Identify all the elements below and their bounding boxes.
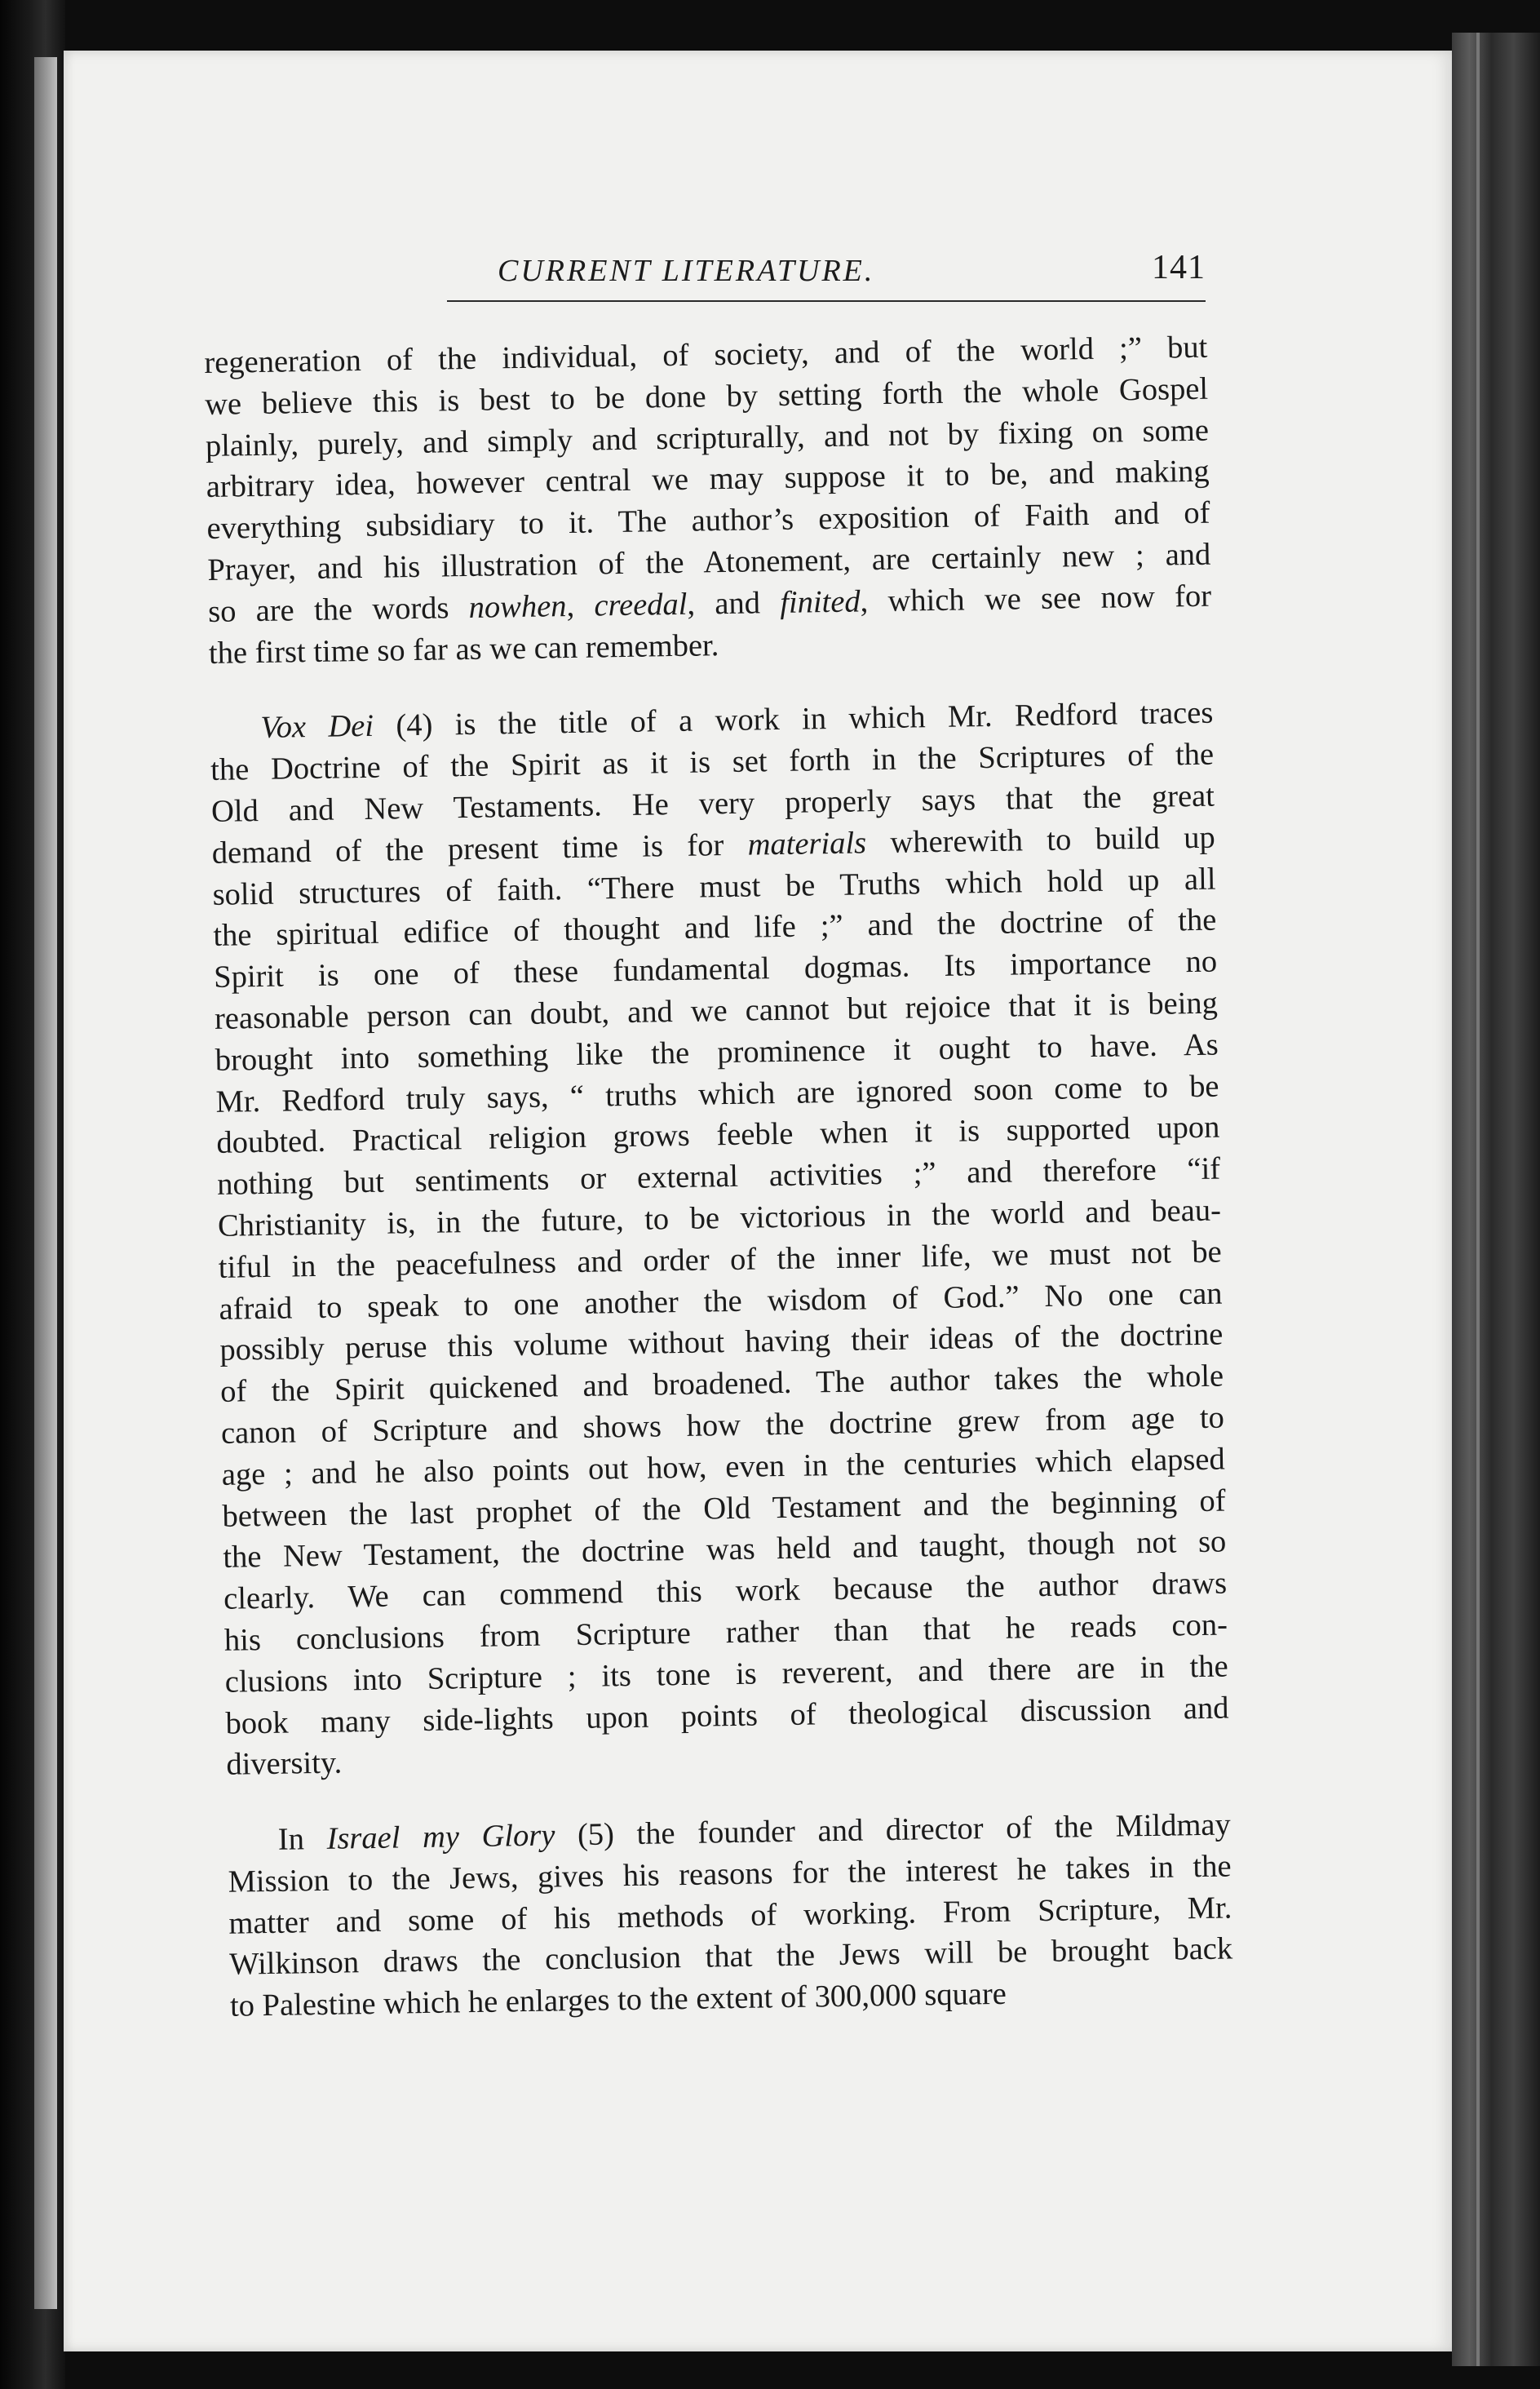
page-header — [447, 249, 1206, 307]
italic-title: materials — [747, 826, 867, 862]
text-segment: the first time so far as we can remember. — [208, 627, 719, 671]
text-segment: canon of Scripture and shows how the doctrine grew from age to — [220, 1400, 1225, 1451]
text-segment: , — [566, 588, 595, 623]
text-segment: the Doctrine of the Spirit as it is set forth in the Scriptures of the — [210, 737, 1215, 788]
text-segment: plainly, purely, and simply and scripturally, and not by fixing on some — [205, 413, 1210, 463]
text-segment: Spirit is one of these fundamental dogmas. Its importance no — [213, 944, 1218, 995]
text-segment: afraid to speak to one another the wisdom of God.” No one can — [219, 1276, 1223, 1327]
text-segment: Mr. Redford truly says, “ truths which are ignored soon come to be — [215, 1069, 1219, 1119]
text-segment: arbitrary idea, however central we may suppose it to be, and making — [206, 454, 1210, 505]
text-segment: to Palestine which he enlarges to the extent of 300,000 square — [229, 1977, 1007, 2024]
italic-title: Israel my Glory — [326, 1818, 555, 1856]
text-segment: clusions into Scripture ; its tone is reverent, and there are in the — [224, 1649, 1228, 1700]
italic-title: nowhen — [468, 588, 567, 625]
text-segment: age ; and he also points out how, even in the centuries which elapsed — [221, 1442, 1225, 1492]
text-segment: (5) the founder and director of the Mildmay — [555, 1807, 1232, 1853]
text-segment: Christianity is, in the future, to be victorious in the world and beau- — [217, 1193, 1222, 1243]
text-segment: brought into something like the prominence it ought to have. As — [215, 1027, 1219, 1078]
text-segment: solid structures of faith. “There must be Truths which hold up all — [212, 862, 1216, 912]
text-segment: tiful in the peacefulness and order of the inner life, we must not be — [218, 1234, 1222, 1285]
text-segment: Wilkinson draws the conclusion that the Jews will be brought back — [228, 1931, 1233, 1983]
text-segment: reasonable person can doubt, and we cannot but rejoice that it is being — [214, 986, 1219, 1036]
header-rule — [447, 300, 1206, 302]
running-head: CURRENT LITERATURE. — [498, 254, 875, 288]
text-segment: so are the words — [207, 590, 470, 629]
text-segment: demand of the present time is for — [211, 827, 748, 871]
text-segment: his conclusions from Scripture rather than that he reads con- — [223, 1607, 1228, 1658]
text-segment: everything subsidiary to it. The author’s exposition of Faith and of — [206, 495, 1210, 547]
text-segment: Prayer, and his illustration of the Atonement, are certainly new ; and — [207, 537, 1211, 587]
text-segment: clearly. We can commend this work because the author draws — [223, 1566, 1228, 1616]
text-segment: , which we see now for — [860, 578, 1212, 619]
text-segment: of the Spirit quickened and broadened. The author takes the whole — [219, 1358, 1224, 1409]
text-segment: regeneration of the individual, of society, and of the world ;” but — [204, 330, 1208, 380]
paragraph — [210, 693, 1230, 1786]
italic-title: Vox Dei — [260, 709, 374, 746]
text-segment: Mission to the Jews, gives his reasons for the interest he takes in the — [228, 1849, 1232, 1899]
paragraph — [227, 1805, 1233, 2028]
italic-title: finited — [779, 584, 861, 620]
page-number: 141 — [1152, 249, 1206, 286]
text-segment: Old and New Testaments. He very properly says that the great — [210, 778, 1215, 829]
text-segment: possibly peruse this volume without having their ideas of the doctrine — [219, 1317, 1224, 1368]
text-segment: In — [277, 1821, 327, 1857]
text-segment: doubted. Practical religion grows feeble when it is supported upon — [216, 1110, 1220, 1161]
text-segment: the spiritual edifice of thought and life ;” and the doctrine of the — [213, 902, 1217, 954]
text-segment: nothing but sentiments or external activities ;” and therefore “if — [216, 1151, 1221, 1203]
text-segment: , and — [687, 585, 781, 622]
book-binding-edge — [1452, 33, 1540, 2366]
text-segment: wherewith to build up — [865, 820, 1216, 861]
body-text — [204, 327, 1233, 2028]
text-segment: diversity. — [226, 1745, 343, 1783]
paragraph — [204, 327, 1212, 675]
text-segment: between the last prophet of the Old Testament and the beginning of — [222, 1483, 1226, 1534]
text-segment: (4) is the title of a work in which Mr. Redford traces — [373, 695, 1214, 744]
text-segment: the New Testament, the doctrine was held and taught, though not so — [223, 1524, 1227, 1576]
text-segment: matter and some of his methods of working. From Scripture, Mr. — [228, 1890, 1232, 1941]
italic-title: creedal — [594, 587, 688, 623]
text-segment: book many side-lights upon points of theological discussion and — [225, 1690, 1229, 1741]
text-segment: we believe this is best to be done by setting forth the whole Gospel — [204, 371, 1209, 422]
facing-page-sliver — [34, 57, 57, 2309]
